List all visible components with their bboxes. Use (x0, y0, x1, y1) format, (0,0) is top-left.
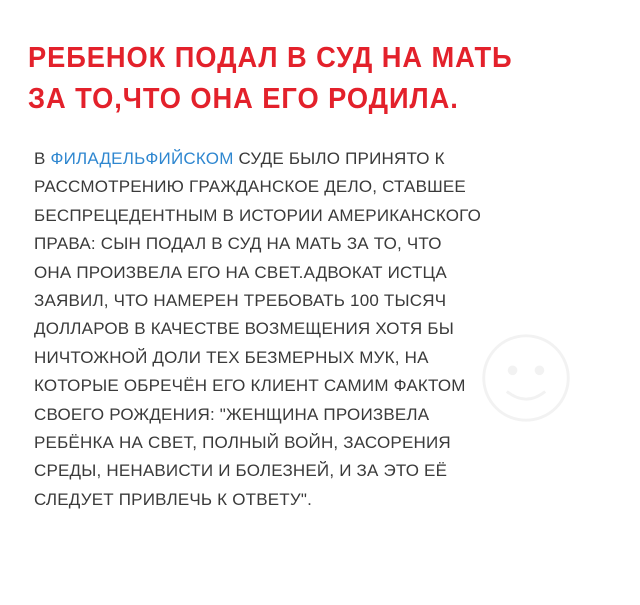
philadelphia-link[interactable]: ФИЛАДЕЛЬФИЙСКОМ (50, 149, 234, 168)
body-line-1 (34, 145, 481, 173)
body-line-11: РЕБЁНКА НА СВЕТ, ПОЛНЫЙ ВОЙН, ЗАСОРЕНИЯ (34, 433, 451, 453)
body-line-12: СРЕДЫ, НЕНАВИСТИ И БОЛЕЗНЕЙ, И ЗА ЭТО ЕЁ (34, 461, 448, 481)
body-line-10: СВОЕГО РОЖДЕНИЯ: "ЖЕНЩИНА ПРОИЗВЕЛА (34, 404, 430, 424)
headline-line-1: РЕБЕНОК ПОДАЛ В СУД НА МАТЬ (28, 42, 513, 74)
body-first-word: В (34, 149, 51, 168)
article-headline (28, 38, 513, 120)
body-line-3: БЕСПРЕЦЕДЕНТНЫМ В ИСТОРИИ АМЕРИКАНСКОГО (34, 205, 482, 225)
faint-face-watermark-icon (478, 330, 574, 426)
body-line-8: НИЧТОЖНОЙ ДОЛИ ТЕХ БЕЗМЕРНЫХ МУК, НА (34, 347, 429, 367)
headline-line-2: ЗА ТО,ЧТО ОНА ЕГО РОДИЛА. (28, 83, 459, 115)
body-line-7: ДОЛЛАРОВ В КАЧЕСТВЕ ВОЗМЕЩЕНИЯ ХОТЯ БЫ (34, 319, 454, 339)
body-line-4: ПРАВА: СЫН ПОДАЛ В СУД НА МАТЬ ЗА ТО, ЧТО (34, 234, 442, 254)
body-line-2: РАССМОТРЕНИЮ ГРАЖДАНСКОЕ ДЕЛО, СТАВШЕЕ (34, 177, 466, 197)
article-body (34, 145, 481, 514)
body-line-9: КОТОРЫЕ ОБРЕЧЁН ЕГО КЛИЕНТ САМИМ ФАКТОМ (34, 376, 466, 396)
body-line-5: ОНА ПРОИЗВЕЛА ЕГО НА СВЕТ.АДВОКАТ ИСТЦА (34, 262, 447, 282)
body-first-line-rest: СУДЕ БЫЛО ПРИНЯТО К (233, 149, 445, 168)
body-line-13: СЛЕДУЕТ ПРИВЛЕЧЬ К ОТВЕТУ". (34, 489, 313, 509)
body-line-6: ЗАЯВИЛ, ЧТО НАМЕРЕН ТРЕБОВАТЬ 100 ТЫСЯЧ (34, 291, 447, 311)
